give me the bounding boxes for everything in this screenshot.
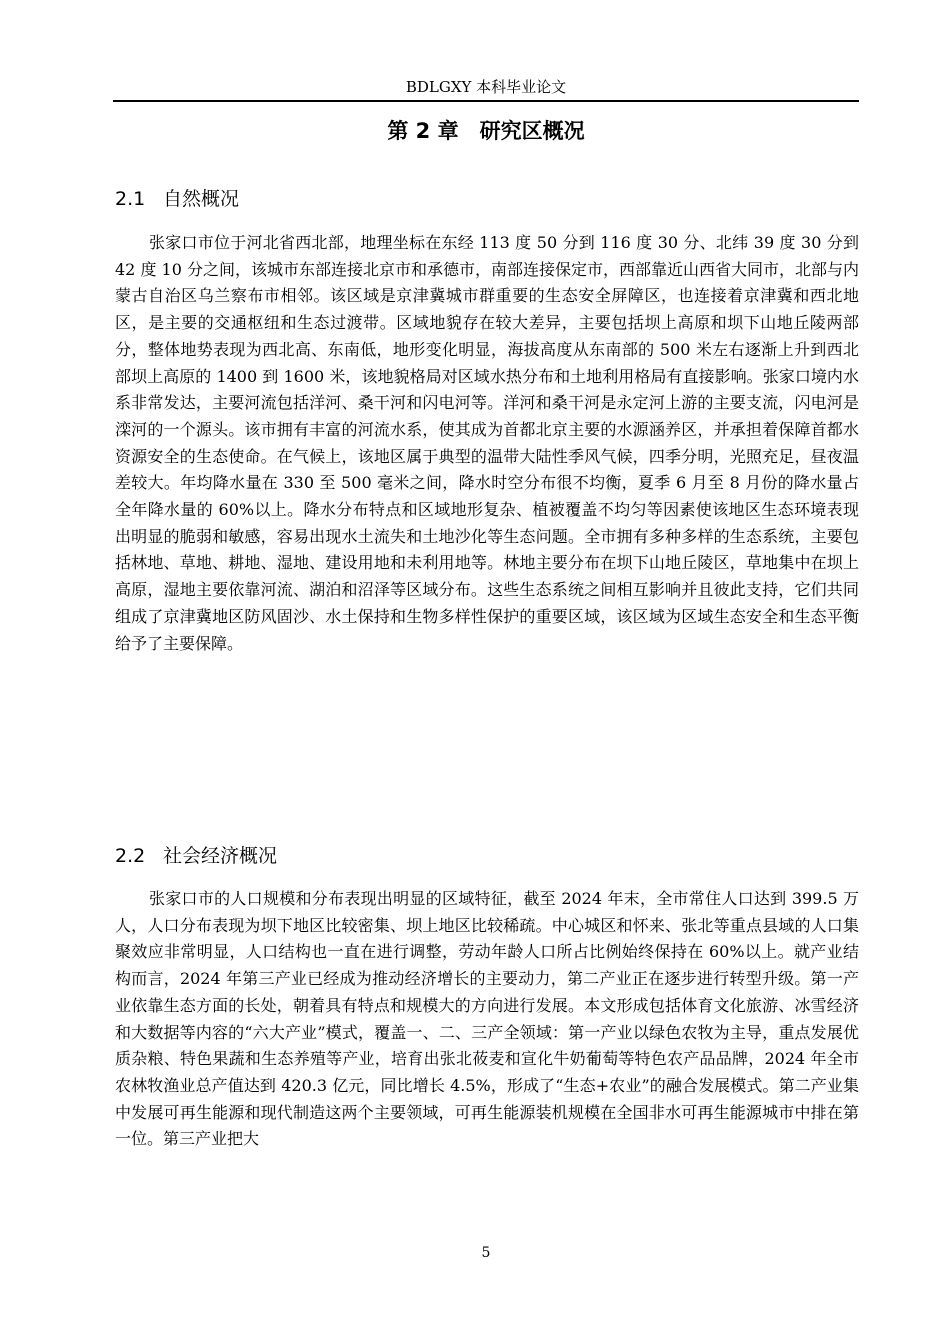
section-heading-natural bbox=[115, 184, 239, 214]
section-title: 自然概况 bbox=[163, 188, 240, 210]
section-number: 2.1 bbox=[115, 188, 146, 210]
section-number: 2.2 bbox=[115, 845, 146, 867]
header-rule bbox=[113, 100, 859, 102]
section-heading-socioeconomic bbox=[115, 841, 277, 871]
chapter-title: 第 2 章 研究区概况 bbox=[387, 119, 585, 143]
page-number: 5 bbox=[481, 1245, 491, 1261]
body-paragraph: 张家口市的人口规模和分布表现出明显的区域特征，截至 2024 年末，全市常住人口达到 399.5 万人，人口分布表现为坝下地区比较密集、坝上地区比较稀疏。中心城区和怀来、张北等重点县域的人口集聚效应非常明显，人口结构也一直在进行调整，劳动年龄人口所占比例始终保持在 60%以上。就产业结构而言，2024 年第三产业已经成为推动经济增长的主要动力，第二产业正在逐步进行转型升级。第一产业依靠生态方面的长处，朝着具有特点和规模大的方向进行发展。本文形成包括体育文化旅游、冰雪经济和大数据等内容的“六大产业”模式，覆盖一、二、三产全领域：第一产业以绿色农牧为主导，重点发展优质杂粮、特色果蔬和生态养殖等产业，培育出张北莜麦和宣化牛奶葡萄等特色农产品品牌，2024 年全市农林牧渔业总产值达到 420.3 亿元，同比增长 4.5%，形成了“生态+农业”的融合发展模式。第二产业集中发展可再生能源和现代制造这两个主要领域，可再生能源装机规模在全国非水可再生能源城市中排在第一位。第三产业把大 bbox=[115, 889, 859, 1149]
running-header: BDLGXY 本科毕业论文 bbox=[405, 78, 567, 96]
section-title: 社会经济概况 bbox=[163, 845, 278, 867]
body-paragraph: 张家口市位于河北省西北部，地理坐标在东经 113 度 50 分到 116 度 30 分、北纬 39 度 30 分到 42 度 10 分之间，该城市东部连接北京市和承德市，南部连接保定市，西部靠近山西省大同市，北部与内蒙古自治区乌兰察布市相邻。该区域是京津冀城市群重要的生态安全屏障区，也连接着京津冀和西北地区，是主要的交通枢纽和生态过渡带。区域地貌存在较大差异，主要包括坝上高原和坝下山地丘陵两部分，整体地势表现为西北高、东南低，地形变化明显，海拔高度从东南部的 500 米左右逐渐上升到西北部坝上高原的 1400 到 1600 米，该地貌格局对区域水热分布和土地利用格局有直接影响。张家口境内水系非常发达，主要河流包括洋河、桑干河和闪电河等。洋河和桑干河是永定河上游的主要支流，闪电河是滦河的一个源头。该市拥有丰富的河流水系，使其成为首都北京主要的水源涵养区，并承担着保障首都水资源安全的生态使命。在气候上，该地区属于典型的温带大陆性季风气候，四季分明，光照充足，昼夜温差较大。年均降水量在 330 至 500 毫米之间，降水时空分布很不均衡，夏季 6 月至 8 月份的降水量占全年降水量的 60%以上。降水分布特点和区域地形复杂、植被覆盖不均匀等因素使该地区生态环境表现出明显的脆弱和敏感，容易出现水土流失和土地沙化等生态问题。全市拥有多种多样的生态系统，主要包括林地、草地、耕地、湿地、建设用地和未利用地等。林地主要分布在坝下山地丘陵区，草地集中在坝上高原，湿地主要依靠河流、湖泊和沼泽等区域分布。这些生态系统之间相互影响并且彼此支持，它们共同组成了京津冀地区防风固沙、水土保持和生物多样性保护的重要区域，该区域为区域生态安全和生态平衡给予了主要保障。 bbox=[115, 233, 859, 653]
